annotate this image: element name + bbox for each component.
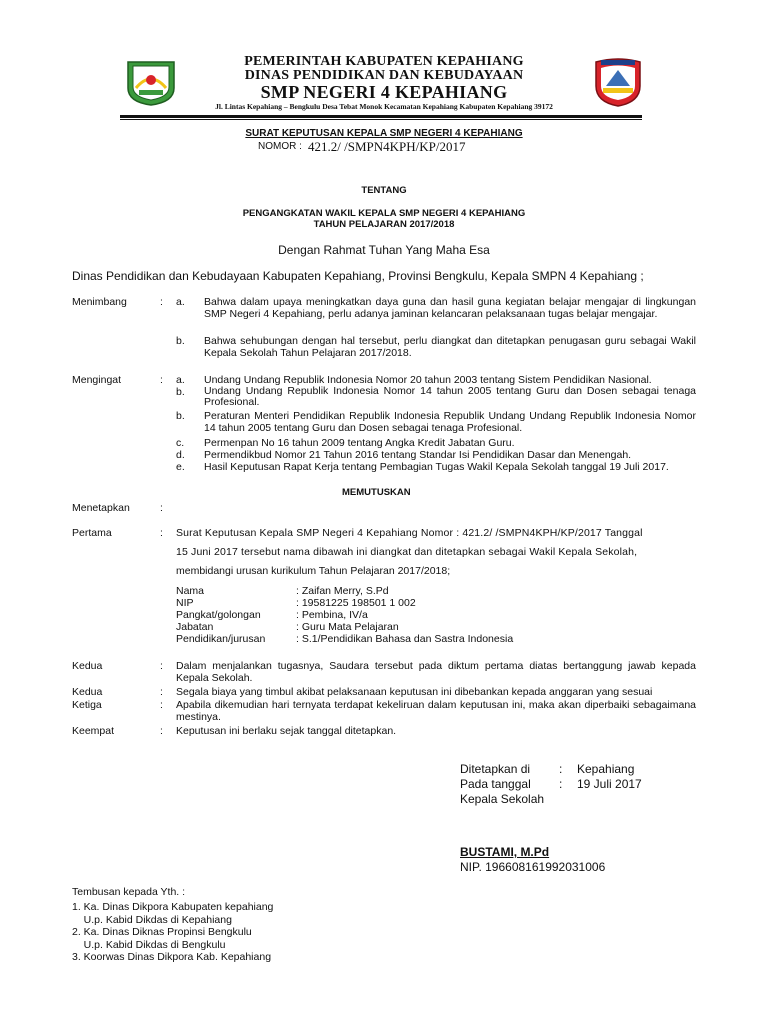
intro-paragraph: Dinas Pendidikan dan Kebudayaan Kabupaten Kepahiang, Provinsi Bengkulu, Kepala SMPN 4 Kepahiang ; <box>72 269 644 283</box>
signature-date-colon: : <box>559 777 563 791</box>
clause-colon: : <box>160 686 163 698</box>
pertama-line: 15 Juni 2017 tersebut nama dibawah ini diangkat dan ditetapkan sebagai Wakil Kepala Sekolah, <box>176 546 638 558</box>
tembusan-line: 2. Ka. Dinas Diknas Propinsi Bengkulu <box>72 926 252 938</box>
clause-label: Kedua <box>72 660 103 672</box>
mengingat-item: Permenpan No 16 tahun 2009 tentang Angka Kredit Jabatan Guru. <box>204 437 515 449</box>
menimbang-letter: b. <box>176 335 185 347</box>
clause-text: Keputusan ini berlaku sejak tanggal ditetapkan. <box>176 725 397 737</box>
mengingat-item: Hasil Keputusan Rapat Kerja tentang Pembagian Tugas Wakil Kepala Sekolah tanggal 19 Juli 2017. <box>204 461 669 473</box>
clause-label: Keempat <box>72 725 115 737</box>
letterhead-department: DINAS PENDIDIKAN DAN KEBUDAYAAN <box>244 68 524 83</box>
clause-colon: : <box>160 699 163 711</box>
letterhead-school-name: SMP NEGERI 4 KEPAHIANG <box>260 82 508 102</box>
signature-place-colon: : <box>559 762 563 776</box>
identity-label: Pangkat/golongan <box>176 609 261 621</box>
menetapkan-colon: : <box>160 502 163 514</box>
signatory-name: BUSTAMI, M.Pd <box>460 845 550 859</box>
tembusan-line: U.p. Kabid Dikdas di Bengkulu <box>72 939 226 951</box>
clause-text: Dalam menjalankan tugasnya, Saudara tersebut pada diktum pertama diatas bertanggung jawab kepada Kepala Sekolah. <box>176 660 696 684</box>
pertama-line: Surat Keputusan Kepala SMP Negeri 4 Kepahiang Nomor : 421.2/ /SMPN4KPH/KP/2017 Tanggal <box>176 527 643 539</box>
identity-value: : Guru Mata Pelajaran <box>296 621 399 633</box>
signature-place-value: Kepahiang <box>577 762 635 776</box>
tentang-heading: TENTANG <box>361 185 407 196</box>
decree-title: SURAT KEPUTUSAN KEPALA SMP NEGERI 4 KEPAHIANG <box>245 128 523 139</box>
pertama-line: membidangi urusan kurikulum Tahun Pelajaran 2017/2018; <box>176 565 451 577</box>
decree-subject-line2: TAHUN PELAJARAN 2017/2018 <box>313 219 455 230</box>
pertama-colon: : <box>160 527 163 539</box>
letterhead-rule-thin <box>120 119 642 120</box>
mengingat-letter: a. <box>176 374 185 386</box>
clause-label: Kedua <box>72 686 103 698</box>
menetapkan-label: Menetapkan <box>72 502 130 514</box>
memutuskan-heading: MEMUTUSKAN <box>342 487 411 498</box>
tembusan-line: 1. Ka. Dinas Dikpora Kabupaten kepahiang <box>72 901 274 913</box>
signature-place-label: Ditetapkan di <box>460 762 531 776</box>
clause-colon: : <box>160 660 163 672</box>
letterhead-rule-thick <box>120 115 642 118</box>
identity-value: : 19581225 198501 1 002 <box>296 597 416 609</box>
menimbang-item: Bahwa sehubungan dengan hal tersebut, perlu diangkat dan ditetapkan penugasan guru sebagai Wakil Kepala Sekolah Tahun Pelajaran 2017/2018. <box>204 335 696 359</box>
identity-label: Jabatan <box>176 621 214 633</box>
mengingat-letter: e. <box>176 461 185 473</box>
letterhead-address: Jl. Lintas Kepahiang – Bengkulu Desa Tebat Monok Kecamatan Kepahiang Kabupaten Kepahiang 39172 <box>215 102 553 111</box>
clause-text: Apabila dikemudian hari ternyata terdapat kekeliruan dalam keputusan ini, maka akan diperbaiki sebagaimana mestinya. <box>176 699 696 723</box>
blessing-line: Dengan Rahmat Tuhan Yang Maha Esa <box>278 243 490 257</box>
identity-label: Nama <box>176 585 205 597</box>
signature-date-value: 19 Juli 2017 <box>577 777 642 791</box>
mengingat-label: Mengingat <box>72 374 122 386</box>
clause-colon: : <box>160 725 163 737</box>
mengingat-letter: d. <box>176 449 185 461</box>
letterhead-government: PEMERINTAH KABUPATEN KEPAHIANG <box>244 54 524 69</box>
signature-position: Kepala Sekolah <box>460 792 545 806</box>
identity-value: : S.1/Pendidikan Bahasa dan Sastra Indonesia <box>296 633 514 645</box>
signature-date-label: Pada tanggal <box>460 777 531 791</box>
identity-value: : Zaifan Merry, S.Pd <box>296 585 389 597</box>
mengingat-item: Permendikbud Nomor 21 Tahun 2016 tentang Standar Isi Pendidikan Dasar dan Menengah. <box>204 449 632 461</box>
decree-number-label: NOMOR : <box>258 141 302 152</box>
decree-number-value: 421.2/ /SMPN4KPH/KP/2017 <box>308 139 466 154</box>
mengingat-letter: c. <box>176 437 185 449</box>
signatory-nip: NIP. 196608161992031006 <box>460 860 606 874</box>
menimbang-letter: a. <box>176 296 185 308</box>
mengingat-item: Undang Undang Republik Indonesia Nomor 14 tahun 2005 tentang Guru dan Dosen sebagai tenaga Profesional. <box>204 385 696 408</box>
decree-subject-line1: PENGANGKATAN WAKIL KEPALA SMP NEGERI 4 KEPAHIANG <box>242 208 526 219</box>
mengingat-item: Peraturan Menteri Pendidikan Republik Indonesia Republik Undang Undang Republik Indonesia Nomor 14 tahun 2005 tentang Guru dan Dosen sebagai tenaga Profesional. <box>204 410 696 434</box>
identity-label: Pendidikan/jurusan <box>176 633 266 645</box>
tembusan-title: Tembusan kepada Yth. : <box>72 886 186 898</box>
menimbang-item: Bahwa dalam upaya meningkatkan daya guna dan hasil guna kegiatan belajar mengajar di lingkungan SMP Negeri 4 Kepahiang, perlu adanya jaminan kelancaran pelaksanaan tugas belajar mengajar. <box>204 296 696 320</box>
identity-value: : Pembina, IV/a <box>296 609 368 621</box>
tembusan-line: U.p. Kabid Dikdas di Kepahiang <box>72 914 232 926</box>
mengingat-letter: b. <box>176 386 185 398</box>
mengingat-item: Undang Undang Republik Indonesia Nomor 20 tahun 2003 tentang Sistem Pendidikan Nasional. <box>204 374 652 386</box>
tembusan-line: 3. Koorwas Dinas Dikpora Kab. Kepahiang <box>72 951 272 963</box>
pertama-label: Pertama <box>72 527 112 539</box>
mengingat-colon: : <box>160 374 163 386</box>
clause-text: Segala biaya yang timbul akibat pelaksanaan keputusan ini dibebankan kepada anggaran yang sesuai <box>176 686 653 698</box>
menimbang-colon: : <box>160 296 163 308</box>
identity-label: NIP <box>176 597 194 609</box>
clause-label: Ketiga <box>72 699 102 711</box>
mengingat-letter: b. <box>176 410 185 422</box>
menimbang-label: Menimbang <box>72 296 127 308</box>
